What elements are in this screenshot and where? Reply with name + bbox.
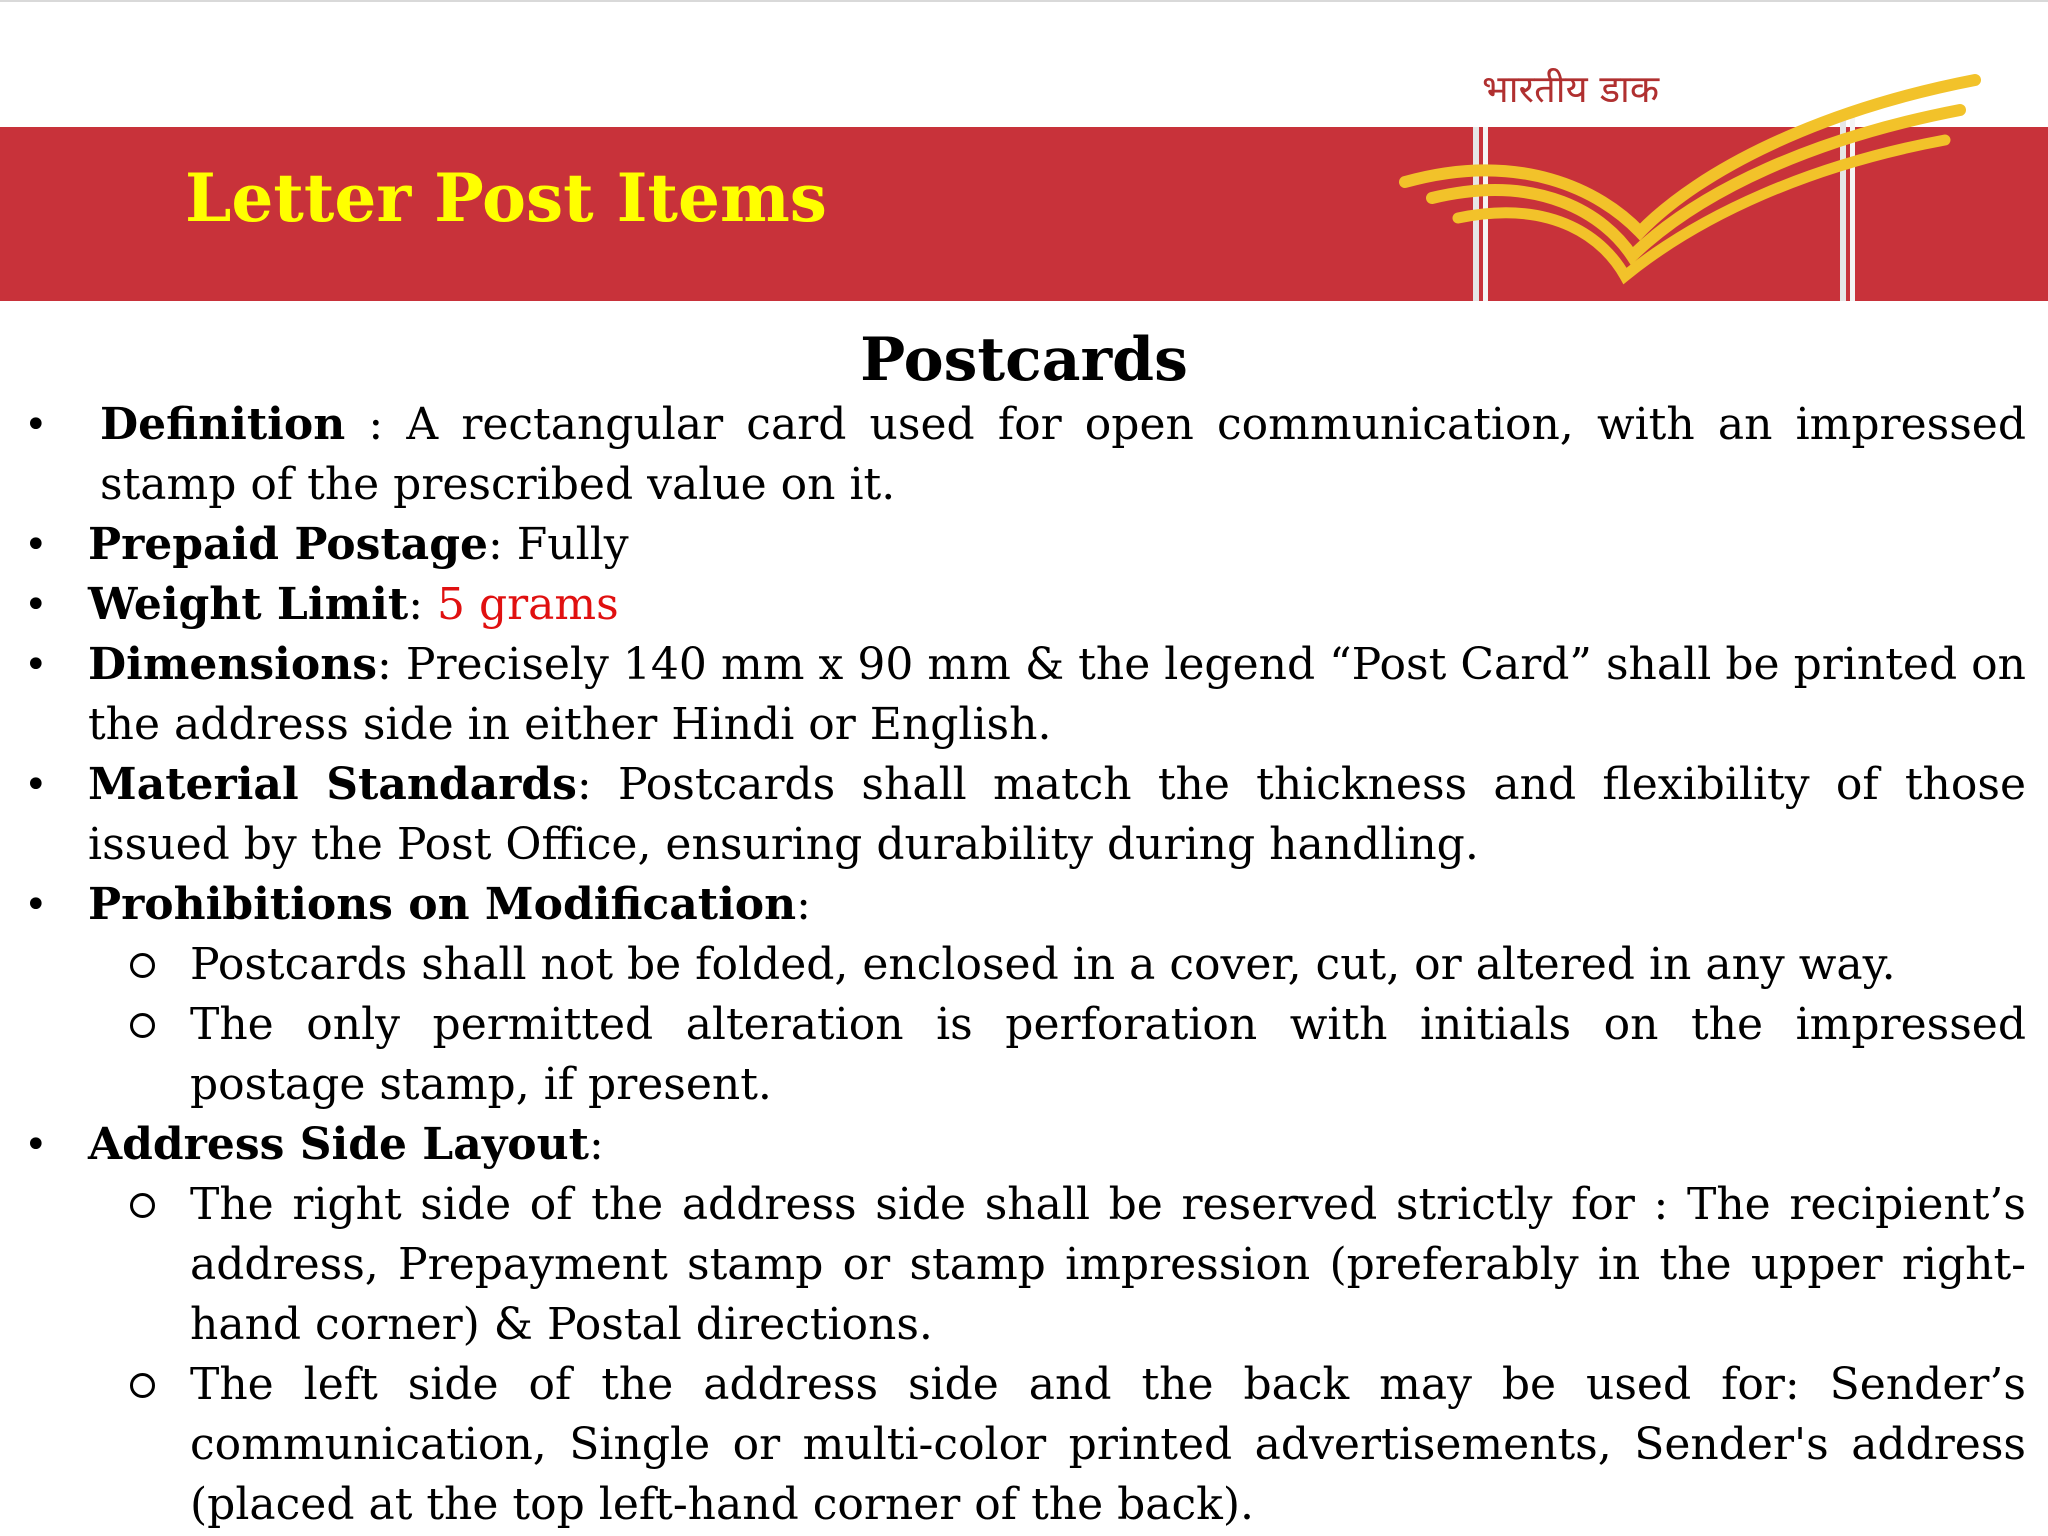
bullet-marker: • (24, 522, 48, 568)
section-heading: Postcards (860, 325, 1188, 395)
bullet-text: 5 grams (437, 579, 619, 630)
bullet-text: A rectangular card used for open communication, with an impressed stamp of the prescribed value on it. (100, 399, 2026, 510)
sub-bullet-marker (130, 1013, 155, 1038)
bullet-marker: • (24, 1122, 48, 1168)
bullet-separator: : (345, 399, 407, 450)
logo-wordmark: भारतीय डाक (1482, 67, 1660, 111)
bullet-separator: : (576, 759, 618, 810)
bullet-item (88, 1115, 2026, 1175)
bullet-separator: : (588, 1119, 604, 1170)
bullet-label: Prepaid Postage (88, 519, 488, 570)
bullet-marker: • (24, 882, 48, 928)
slide-title: Letter Post Items (185, 159, 827, 237)
bullet-label: Definition (100, 399, 346, 450)
bullet-item (88, 755, 2026, 875)
bullet-label: Address Side Layout (88, 1119, 589, 1170)
bullet-item (88, 875, 2026, 935)
sub-bullet-marker (130, 1193, 155, 1218)
bullet-label: Dimensions (88, 639, 378, 690)
bullet-item (88, 575, 2026, 635)
bullet-text: Fully (516, 519, 629, 570)
bullet-item (100, 395, 2026, 515)
bullet-separator: : (377, 639, 406, 690)
bullet-marker: • (24, 642, 48, 688)
bullet-item (88, 515, 2026, 575)
bullet-marker: • (24, 762, 48, 808)
bullet-separator: : (487, 519, 517, 570)
bullet-item (88, 635, 2026, 755)
sub-bullet-item: Postcards shall not be folded, enclosed in a cover, cut, or altered in any way. (190, 939, 1896, 990)
sub-bullet-item: The right side of the address side shall be reserved strictly for : The recipient’s address, Prepayment stamp or stamp impression (preferably in the upper right-hand corner) & Postal directions. (190, 1179, 2026, 1350)
bullet-text: Postcards shall match the thickness and flexibility of those issued by the Post Office, ensuring durability during handling. (88, 759, 2026, 870)
bullet-label: Prohibitions on Modification (88, 879, 797, 930)
bullet-separator: : (796, 879, 811, 930)
bullet-text: Precisely 140 mm x 90 mm & the legend “Post Card” shall be printed on the address side in either Hindi or English. (88, 639, 2026, 750)
bullet-label: Weight Limit (88, 579, 409, 630)
bullet-marker: • (24, 402, 48, 448)
sub-bullet-item: The only permitted alteration is perforation with initials on the impressed postage stamp, if present. (190, 999, 2026, 1110)
sub-bullet-item: The left side of the address side and the back may be used for: Sender’s communication, Single or multi-color printed advertisements, Sender's address (placed at the top left-hand corner of the back). (190, 1359, 2026, 1530)
bullet-separator: : (408, 579, 437, 630)
sub-bullet-marker (130, 1373, 155, 1398)
bullet-label: Material Standards (88, 759, 577, 810)
bullet-marker: • (24, 582, 48, 628)
sub-bullet-marker (130, 953, 155, 978)
india-post-logo (0, 0, 2048, 310)
